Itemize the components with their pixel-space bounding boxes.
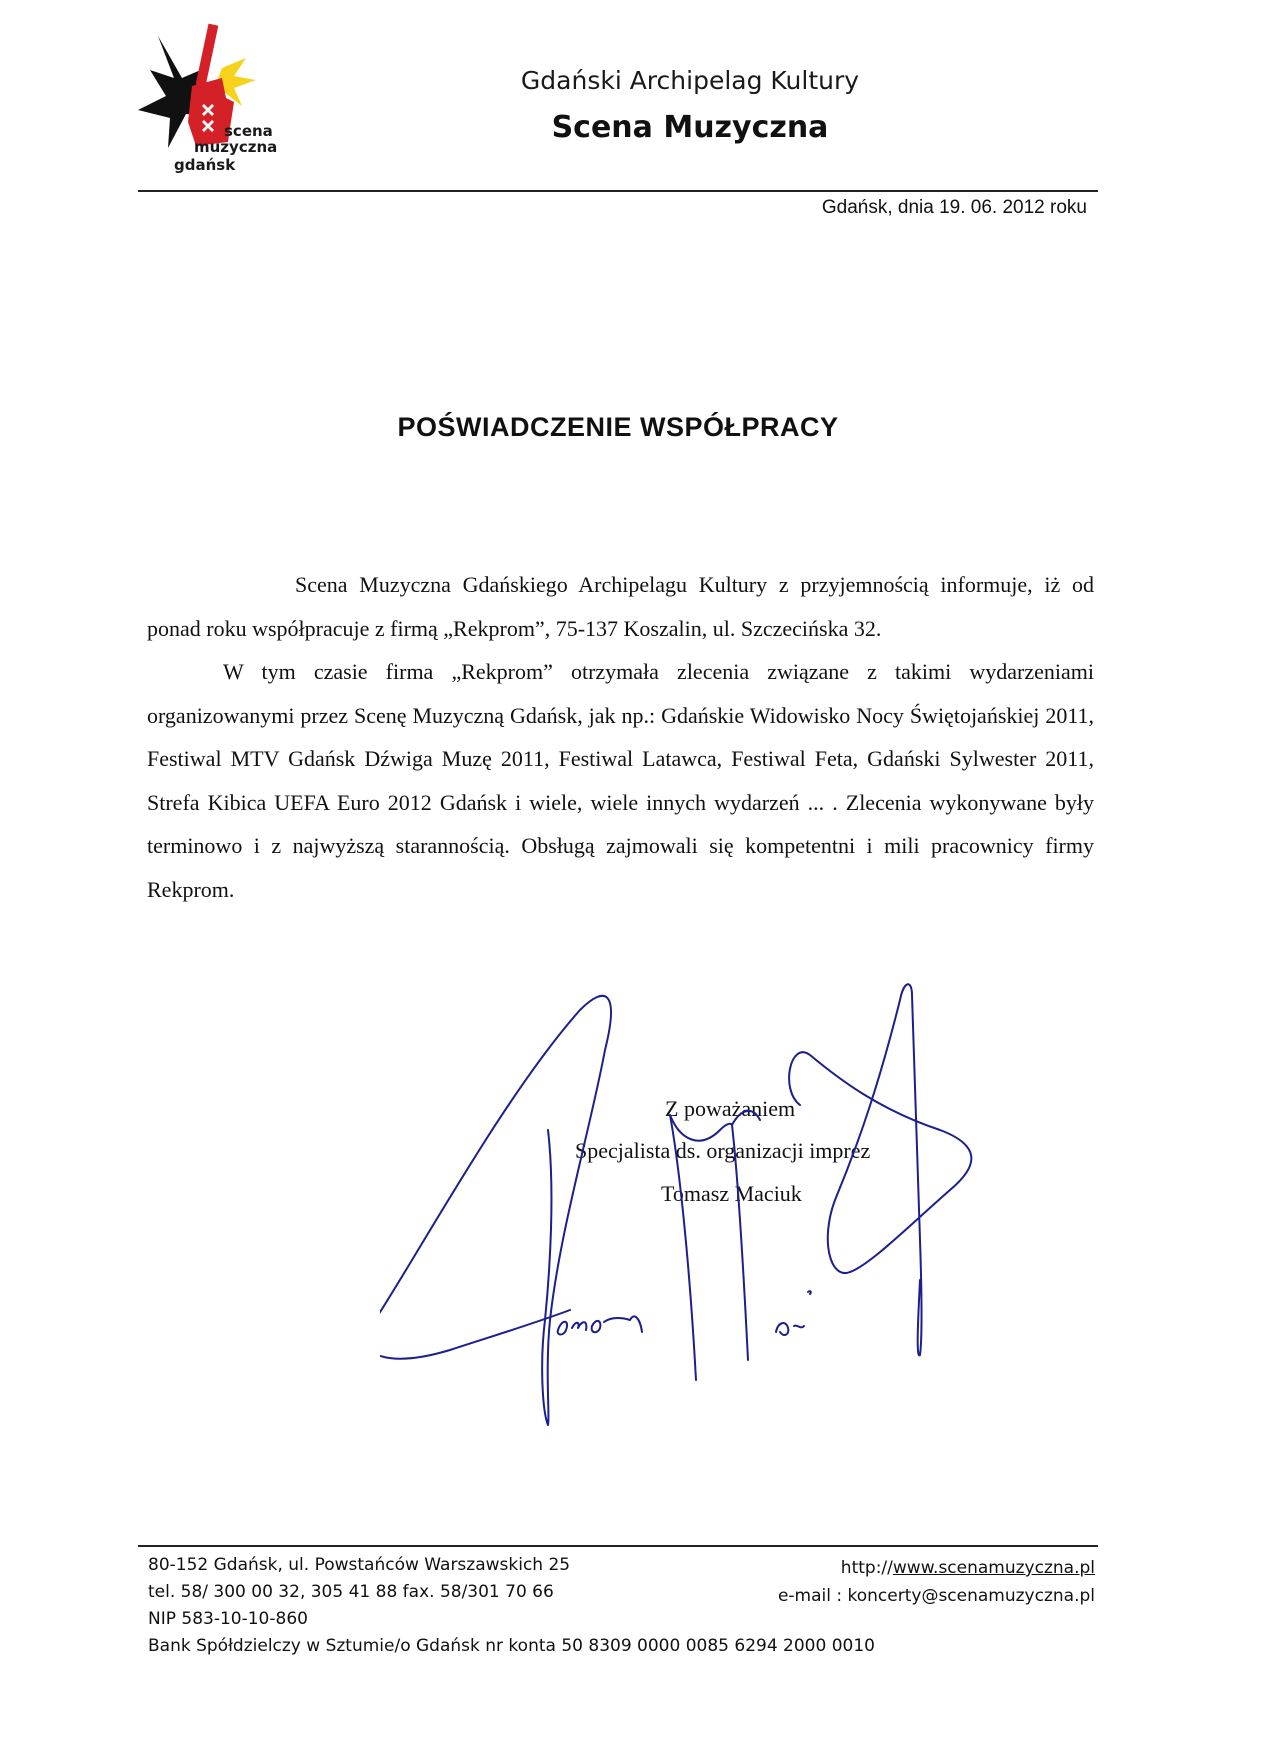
scena-muzyczna-logo — [130, 18, 300, 188]
closing-name: Tomasz Maciuk — [661, 1181, 802, 1206]
logo-text-muzyczna: muzyczna — [194, 138, 278, 156]
footer-nip: NIP 583-10-10-860 — [148, 1609, 308, 1629]
closing-greeting: Z poważaniem — [665, 1096, 796, 1121]
signature-stroke-4 — [776, 1291, 811, 1335]
footer-website-prefix: http:// — [840, 1558, 893, 1578]
footer-bank-account: Bank Spółdzielczy w Sztumie/o Gdańsk nr konta 50 8309 0000 0085 6294 2000 0010 — [148, 1636, 875, 1656]
logo-guitar-neck — [196, 24, 219, 87]
logo-text-scena: scena — [224, 122, 273, 140]
signature-stroke-2 — [558, 1316, 642, 1334]
footer-website — [841, 1558, 1095, 1578]
logo-graphic — [130, 18, 300, 188]
document-date: Gdańsk, dnia 19. 06. 2012 roku — [821, 197, 1087, 218]
closing-position: Specjalista ds. organizacji imprez — [575, 1138, 871, 1163]
body-paragraph-1: Scena Muzyczna Gdańskiego Archipelagu Kultury z przyjemnością informuje, iż od ponad roku współpracuje z firmą „Rekprom”, 75-137 Koszalin, ul. Szczecińska 32. — [147, 572, 1094, 641]
signature-stroke-1 — [380, 996, 611, 1425]
logo-text-gdansk: gdańsk — [174, 156, 236, 174]
organization-name: Gdański Archipelag Kultury — [520, 66, 860, 95]
signature-stroke-5 — [789, 984, 971, 1355]
body-paragraph-2: W tym czasie firma „Rekprom” otrzymała zlecenia związane z takimi wydarzeniami organizowanymi przez Scenę Muzyczną Gdańsk, jak np.: Gdańskie Widowisko Nocy Świętojańskiej 2011, Festiwal MTV Gdańsk Dźwiga Muzę 2011, Festiwal Latawca, Festiwal Feta, Gdański Sylwester 2011, Strefa Kibica UEFA Euro 2012 Gdańsk i wiele, wiele innych wydarzeń ... . Zlecenia wykonywane były terminowo i z najwyższą starannością. Obsługą zajmowali się kompetentni i mili pracownicy firmy Rekprom. — [147, 659, 1094, 902]
footer-address: 80-152 Gdańsk, ul. Powstańców Warszawskich 25 — [148, 1555, 571, 1575]
document-title: POŚWIADCZENIE WSPÓŁPRACY — [397, 412, 839, 442]
footer-phone: tel. 58/ 300 00 32, 305 41 88 fax. 58/301 70 66 — [148, 1582, 554, 1602]
website-link[interactable]: www.scenamuzyczna.pl — [892, 1558, 1095, 1578]
letter-body — [147, 563, 1094, 911]
department-name: Scena Muzyczna — [551, 110, 829, 145]
header-divider — [138, 190, 1098, 192]
footer-email[interactable]: e-mail : koncerty@scenamuzyczna.pl — [777, 1586, 1095, 1606]
footer-divider — [138, 1545, 1098, 1547]
